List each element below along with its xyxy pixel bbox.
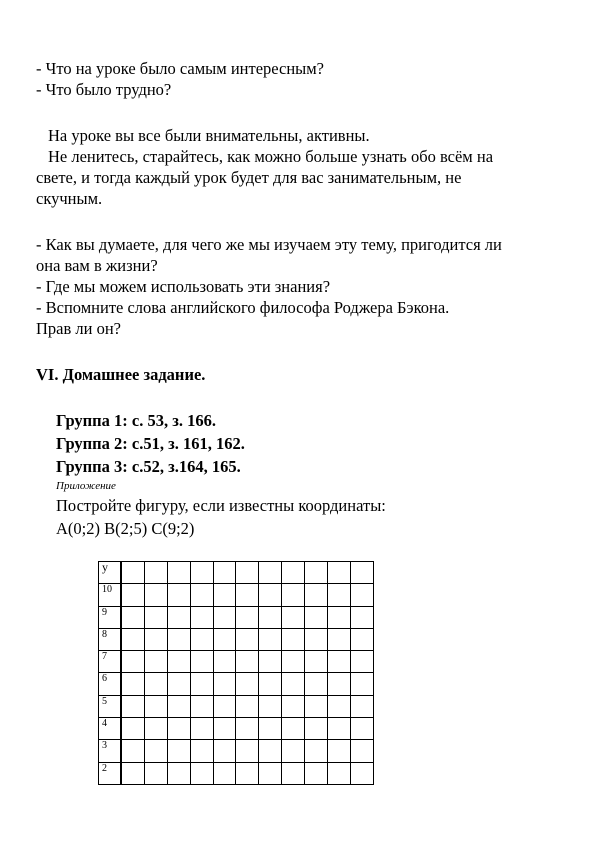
grid-cell <box>305 740 328 762</box>
grid-cell <box>121 718 144 740</box>
grid-cell <box>213 718 236 740</box>
grid-cell <box>259 695 282 717</box>
grid-row <box>99 695 374 717</box>
grid-cell <box>282 651 305 673</box>
grid-cell <box>144 695 167 717</box>
grid-cell <box>167 628 190 650</box>
grid-cell <box>190 695 213 717</box>
grid-cell <box>350 740 373 762</box>
grid-cell <box>305 718 328 740</box>
grid-cell <box>144 628 167 650</box>
grid-cell <box>190 673 213 695</box>
grid-cell <box>328 673 351 695</box>
coordinate-grid <box>98 561 374 785</box>
grid-cell <box>350 562 373 584</box>
grid-cell <box>282 673 305 695</box>
grid-cell <box>236 584 259 606</box>
grid-cell <box>190 651 213 673</box>
grid-cell <box>121 584 144 606</box>
grid-cell <box>213 762 236 784</box>
grid-row <box>99 740 374 762</box>
y-tick-label: 8 <box>99 628 122 650</box>
grid-cell <box>144 740 167 762</box>
grid-cell <box>236 651 259 673</box>
y-tick-label: 9 <box>99 606 122 628</box>
grid-cell <box>213 606 236 628</box>
appendix-coordinates: А(0;2) В(2;5) С(9;2) <box>56 519 195 538</box>
grid-cell <box>190 718 213 740</box>
y-tick-label: 7 <box>99 651 122 673</box>
grid-cell <box>213 562 236 584</box>
grid-cell <box>190 740 213 762</box>
homework-group-3: Группа 3: с.52, з.164, 165. <box>56 457 241 476</box>
question-right: Прав ли он? <box>36 319 121 338</box>
grid-cell <box>282 762 305 784</box>
grid-cell <box>144 673 167 695</box>
appendix-label: Приложение <box>56 480 116 492</box>
y-tick-label: 2 <box>99 762 122 784</box>
grid-cell <box>282 584 305 606</box>
grid-cell <box>190 606 213 628</box>
grid-row <box>99 718 374 740</box>
grid-cell <box>167 695 190 717</box>
grid-cell <box>328 718 351 740</box>
grid-cell <box>121 740 144 762</box>
grid-cell <box>350 695 373 717</box>
grid-cell <box>282 740 305 762</box>
y-tick-label: 3 <box>99 740 122 762</box>
grid-cell <box>213 584 236 606</box>
grid-cell <box>328 695 351 717</box>
grid-cell <box>259 762 282 784</box>
grid-cell <box>350 673 373 695</box>
grid-cell <box>305 628 328 650</box>
grid-cell <box>236 762 259 784</box>
grid-cell <box>305 651 328 673</box>
paragraph-line: Не ленитесь, старайтесь, как можно больше узнать обо всём на <box>48 147 494 166</box>
grid-cell <box>259 718 282 740</box>
grid-cell <box>190 584 213 606</box>
grid-cell <box>213 740 236 762</box>
grid-cell <box>259 628 282 650</box>
grid-cell <box>167 651 190 673</box>
grid-cell <box>305 695 328 717</box>
grid-row <box>99 606 374 628</box>
grid-cell <box>350 606 373 628</box>
grid-cell <box>305 584 328 606</box>
grid-row <box>99 584 374 606</box>
grid-cell <box>167 606 190 628</box>
grid-cell <box>305 673 328 695</box>
question-why-study: - Как вы думаете, для чего же мы изучаем эту тему, пригодится ли <box>36 235 502 254</box>
homework-group-1: Группа 1: с. 53, з. 166. <box>56 411 217 430</box>
grid-cell <box>144 651 167 673</box>
grid-cell <box>121 673 144 695</box>
grid-cell <box>121 695 144 717</box>
y-axis-label: у <box>99 562 122 584</box>
grid-cell <box>259 584 282 606</box>
grid-cell <box>236 606 259 628</box>
appendix-task: Постройте фигуру, если известны координаты: <box>56 496 386 515</box>
grid-cell <box>328 740 351 762</box>
grid-row <box>99 673 374 695</box>
grid-cell <box>259 606 282 628</box>
grid-cell <box>213 695 236 717</box>
question-bacon: - Вспомните слова английского философа Роджера Бэкона. <box>36 298 450 317</box>
grid-cell <box>144 584 167 606</box>
question-interesting: - Что на уроке было самым интересным? <box>36 59 325 78</box>
grid-cell <box>350 628 373 650</box>
grid-cell <box>121 562 144 584</box>
grid-cell <box>282 562 305 584</box>
grid-cell <box>350 651 373 673</box>
grid-cell <box>305 762 328 784</box>
grid-cell <box>236 673 259 695</box>
grid-cell <box>167 584 190 606</box>
grid-cell <box>213 651 236 673</box>
y-tick-label: 4 <box>99 718 122 740</box>
question-why-study-cont: она вам в жизни? <box>36 256 158 275</box>
grid-cell <box>190 762 213 784</box>
grid-cell <box>350 762 373 784</box>
grid-cell <box>144 606 167 628</box>
y-tick-label: 10 <box>99 584 122 606</box>
grid-cell <box>236 695 259 717</box>
grid-cell <box>236 628 259 650</box>
grid-cell <box>121 606 144 628</box>
grid-cell <box>213 628 236 650</box>
grid-cell <box>144 562 167 584</box>
grid-cell <box>236 740 259 762</box>
paragraph-line: скучным. <box>36 189 103 208</box>
grid-cell <box>282 695 305 717</box>
grid-cell <box>259 740 282 762</box>
grid-cell <box>328 584 351 606</box>
grid-cell <box>328 606 351 628</box>
grid-cell <box>328 562 351 584</box>
grid-cell <box>190 562 213 584</box>
grid-cell <box>350 718 373 740</box>
grid-row <box>99 628 374 650</box>
grid-cell <box>328 651 351 673</box>
grid-cell <box>259 562 282 584</box>
paragraph-line: свете, и тогда каждый урок будет для вас занимательным, не <box>36 168 462 187</box>
grid-cell <box>167 673 190 695</box>
grid-cell <box>213 673 236 695</box>
grid-row <box>99 651 374 673</box>
grid-cell <box>282 606 305 628</box>
grid-row <box>99 562 374 584</box>
grid-row <box>99 762 374 784</box>
grid-cell <box>167 762 190 784</box>
homework-group-2: Группа 2: с.51, з. 161, 162. <box>56 434 245 453</box>
grid-cell <box>144 718 167 740</box>
grid-cell <box>167 740 190 762</box>
grid-cell <box>282 718 305 740</box>
grid-cell <box>121 628 144 650</box>
grid-cell <box>259 651 282 673</box>
grid-table <box>98 561 374 785</box>
homework-heading: VI. Домашнее задание. <box>36 365 206 384</box>
question-difficult: - Что было трудно? <box>36 80 172 99</box>
grid-cell <box>144 762 167 784</box>
grid-cell <box>167 562 190 584</box>
grid-cell <box>121 651 144 673</box>
grid-cell <box>328 628 351 650</box>
grid-cell <box>350 584 373 606</box>
y-tick-label: 6 <box>99 673 122 695</box>
grid-cell <box>236 718 259 740</box>
y-tick-label: 5 <box>99 695 122 717</box>
grid-cell <box>190 628 213 650</box>
question-where-use: - Где мы можем использовать эти знания? <box>36 277 331 296</box>
grid-cell <box>259 673 282 695</box>
grid-cell <box>282 628 305 650</box>
grid-cell <box>236 562 259 584</box>
grid-cell <box>305 606 328 628</box>
grid-cell <box>328 762 351 784</box>
grid-cell <box>167 718 190 740</box>
grid-cell <box>121 762 144 784</box>
paragraph-line: На уроке вы все были внимательны, активны. <box>48 126 370 145</box>
grid-cell <box>305 562 328 584</box>
